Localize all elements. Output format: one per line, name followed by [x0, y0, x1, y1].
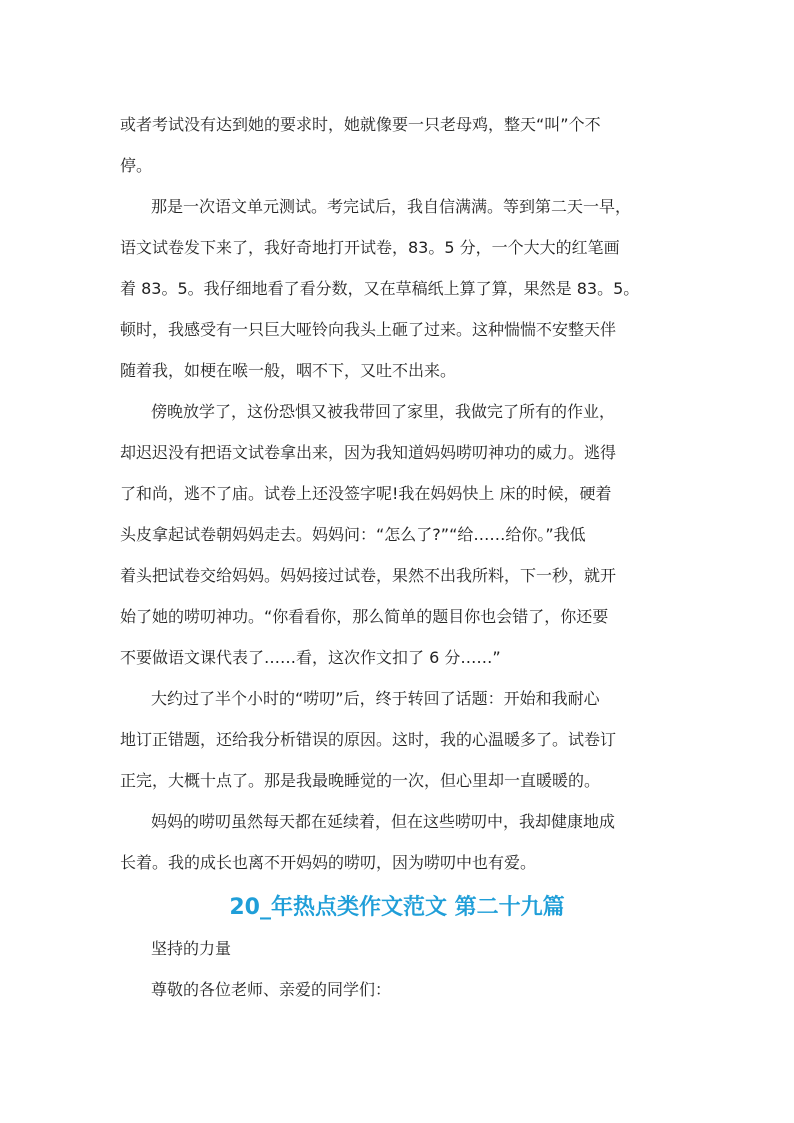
- text-line: 那是一次语文单元测试。考完试后，我自信满满。等到第二天一早，: [151, 197, 632, 216]
- text-line: 大约过了半个小时的“唠叨”后，终于转回了话题：开始和我耐心: [151, 689, 600, 708]
- text-line: 正完，大概十点了。那是我最晚睡觉的一次，但心里却一直暖暖的。: [120, 771, 601, 790]
- text-line: 停。: [120, 156, 153, 175]
- paragraph-3: [120, 391, 674, 678]
- paragraph-2: [120, 186, 674, 391]
- text-line: 随着我，如梗在喉一般，咽不下，又吐不出来。: [120, 361, 457, 380]
- section-title: 20_年热点类作文范文 第二十九篇: [229, 895, 565, 920]
- text-line: 头皮拿起试卷朝妈妈走去。妈妈问：“怎么了?”“给……给你。”我低: [120, 525, 586, 544]
- text-line: 顿时，我感受有一只巨大哑铃向我头上砸了过来。这种惴惴不安整天伴: [120, 320, 617, 339]
- text-line: 始了她的唠叨神功。“你看看你，那么简单的题目你也会错了，你还要: [120, 607, 609, 626]
- text-line: 傍晚放学了，这份恐惧又被我带回了家里，我做完了所有的作业，: [151, 402, 616, 421]
- text-line: 长着。我的成长也离不开妈妈的唠叨，因为唠叨中也有爱。: [120, 853, 537, 872]
- text-line: 着头把试卷交给妈妈。妈妈接过试卷，果然不出我所料，下一秒，就开: [120, 566, 617, 585]
- text-line: 地订正错题，还给我分析错误的原因。这时，我的心温暖多了。试卷订: [120, 730, 617, 749]
- text-line: 妈妈的唠叨虽然每天都在延续着，但在这些唠叨中，我却健康地成: [151, 812, 616, 831]
- text-line: 语文试卷发下来了，我好奇地打开试卷，83。5 分，一个大大的红笔画: [120, 238, 620, 257]
- speech-greeting: 尊敬的各位老师、亲爱的同学们：: [151, 980, 392, 999]
- speech-intro: [120, 928, 674, 1010]
- text-line: 不要做语文课代表了……看，这次作文扣了 6 分……”: [120, 648, 501, 667]
- speech-title: 坚持的力量: [151, 939, 232, 958]
- text-line: 了和尚，逃不了庙。试卷上还没签字呢!我在妈妈快上 床的时候，硬着: [120, 484, 612, 503]
- text-line: 着 83。5。我仔细地看了看分数，又在草稿纸上算了算，果然是 83。5。: [120, 279, 640, 298]
- paragraph-4: [120, 678, 674, 801]
- text-line: 却迟迟没有把语文试卷拿出来，因为我知道妈妈唠叨神功的威力。逃得: [120, 443, 617, 462]
- paragraph-5: [120, 801, 674, 883]
- paragraph-1: [120, 104, 674, 186]
- text-line: 或者考试没有达到她的要求时，她就像要一只老母鸡，整天“叫”个不: [120, 115, 601, 134]
